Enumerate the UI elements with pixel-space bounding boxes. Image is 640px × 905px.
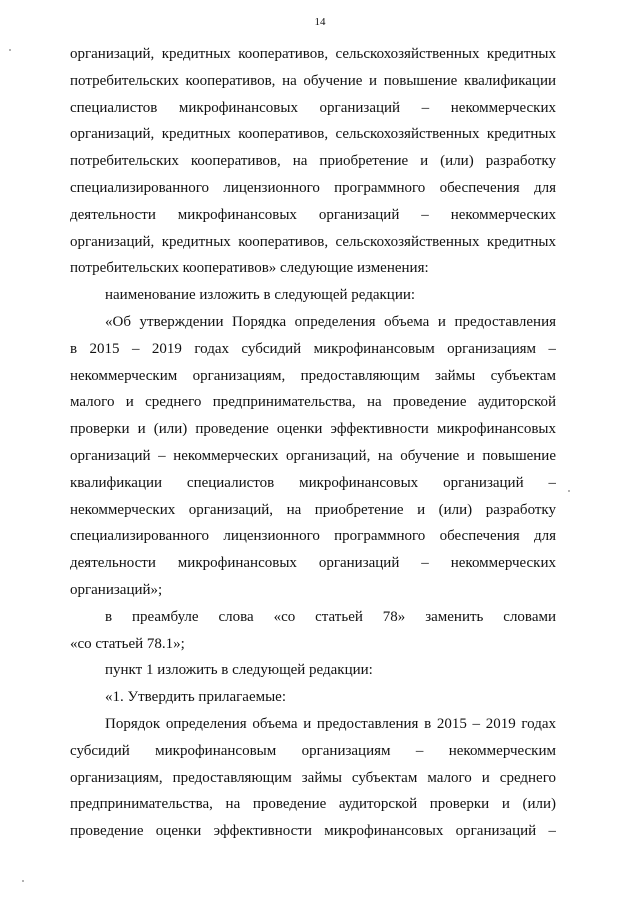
text-line: в преамбуле слова «со статьей 78» заменить словами: [105, 608, 556, 625]
scan-speck: [568, 490, 570, 492]
text-line: некоммерческим организациям, предоставляющим займы субъектам: [70, 367, 556, 384]
text-line: специалистов микрофинансовых организаций – некоммерческих: [70, 99, 556, 116]
text-line: специализированного лицензионного программного обеспечения для: [70, 528, 556, 545]
text-line: потребительских кооперативов, на приобретение и (или) разработку: [70, 153, 556, 170]
document-body: [70, 41, 556, 845]
text-line: потребительских кооперативов, на обучение и повышение квалификации: [70, 72, 556, 89]
text-line: потребительских кооперативов» следующие изменения:: [70, 260, 429, 277]
text-line: «со статьей 78.1»;: [70, 635, 185, 652]
text-line: в 2015 – 2019 годах субсидий микрофинансовым организациям –: [70, 340, 556, 357]
text-line: специализированного лицензионного программного обеспечения для: [70, 179, 556, 196]
scan-speck: [22, 880, 24, 882]
text-line: субсидий микрофинансовым организациям – некоммерческим: [70, 742, 556, 759]
text-line: наименование изложить в следующей редакции:: [105, 287, 416, 304]
text-line: малого и среднего предпринимательства, на проведение аудиторской: [70, 394, 556, 411]
text-line: квалификации специалистов микрофинансовых организаций –: [70, 474, 556, 491]
text-line: деятельности микрофинансовых организаций – некоммерческих: [70, 555, 556, 572]
text-line: предпринимательства, на проведение аудиторской проверки и (или): [70, 796, 556, 813]
text-line: организациям, предоставляющим займы субъектам малого и среднего: [70, 769, 556, 786]
text-line: организаций, кредитных кооперативов, сельскохозяйственных кредитных: [70, 233, 556, 250]
text-line: «Об утверждении Порядка определения объема и предоставления: [105, 313, 556, 330]
text-line: «1. Утвердить прилагаемые:: [105, 689, 286, 706]
scan-speck: [9, 49, 11, 51]
text-line: организаций, кредитных кооперативов, сельскохозяйственных кредитных: [70, 46, 556, 62]
text-line: проверки и (или) проведение оценки эффективности микрофинансовых: [70, 421, 556, 438]
text-line: некоммерческих организаций, на приобретение и (или) разработку: [70, 501, 556, 518]
page-number: 14: [314, 16, 326, 28]
text-line: организаций, кредитных кооперативов, сельскохозяйственных кредитных: [70, 126, 556, 143]
text-line: организаций – некоммерческих организаций, на обучение и повышение: [70, 447, 556, 464]
text-line: пункт 1 изложить в следующей редакции:: [105, 662, 373, 679]
text-line: Порядок определения объема и предоставления в 2015 – 2019 годах: [105, 715, 556, 732]
text-line: проведение оценки эффективности микрофинансовых организаций –: [70, 823, 556, 840]
text-line: организаций»;: [70, 581, 163, 598]
text-line: деятельности микрофинансовых организаций – некоммерческих: [70, 206, 556, 223]
